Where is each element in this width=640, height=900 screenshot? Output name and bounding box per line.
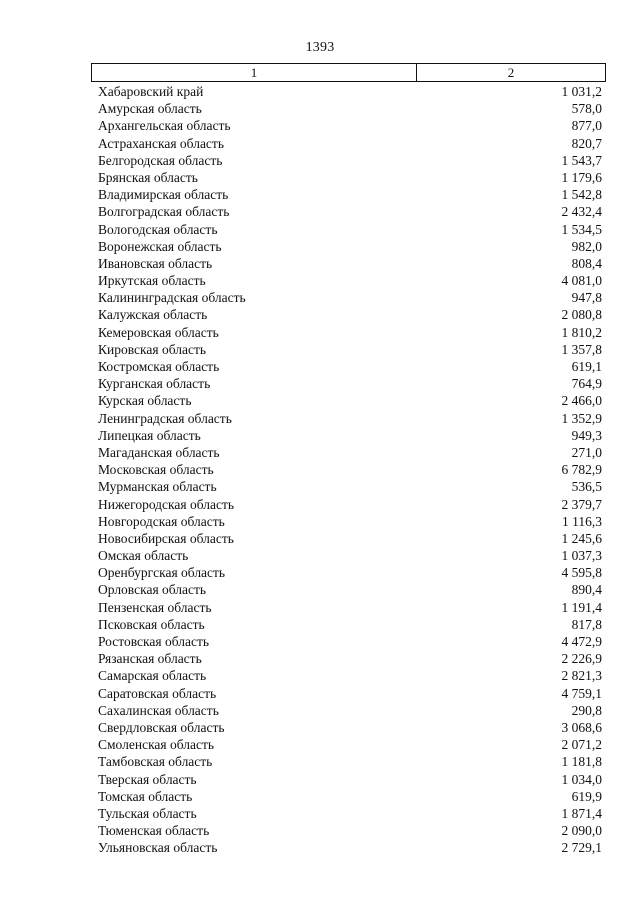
- region-name: Курская область: [98, 393, 192, 409]
- region-name: Архангельская область: [98, 118, 231, 134]
- region-value: 1 245,6: [561, 530, 602, 546]
- region-name: Брянская область: [98, 169, 198, 185]
- region-value: 808,4: [571, 255, 602, 271]
- region-value: 982,0: [571, 238, 602, 254]
- region-name: Ленинградская область: [98, 410, 232, 426]
- table-row: [0, 599, 640, 616]
- region-value: 1 543,7: [561, 152, 602, 168]
- region-name: Рязанская область: [98, 651, 202, 667]
- table-row: [0, 83, 640, 100]
- region-value: 1 031,2: [561, 84, 602, 99]
- region-name: Оренбургская область: [98, 565, 226, 581]
- region-value: 2 821,3: [561, 668, 602, 684]
- region-value: 2 226,9: [561, 651, 602, 667]
- table-row: [0, 289, 640, 306]
- table-row: [0, 461, 640, 478]
- region-name: Иркутская область: [98, 273, 206, 289]
- region-value: 890,4: [571, 582, 602, 598]
- region-value: 1 534,5: [561, 221, 602, 237]
- table-row: [0, 564, 640, 581]
- region-name: Калужская область: [98, 307, 208, 323]
- region-name: Ульяновская область: [98, 840, 218, 856]
- table-header: [91, 63, 606, 82]
- region-value: 817,8: [571, 616, 602, 632]
- table-row: [0, 581, 640, 598]
- region-name: Псковская область: [98, 616, 205, 632]
- region-value: 2 090,0: [561, 823, 602, 839]
- table-row: [0, 530, 640, 547]
- table-row: [0, 702, 640, 719]
- region-name: Нижегородская область: [98, 496, 235, 512]
- region-value: 1 181,8: [561, 754, 602, 770]
- region-name: Кировская область: [98, 341, 207, 357]
- region-value: 1 034,0: [561, 771, 602, 787]
- table-row: [0, 203, 640, 220]
- table-row: [0, 805, 640, 822]
- region-value: 949,3: [571, 427, 602, 443]
- table-row: [0, 117, 640, 134]
- table-row: [0, 324, 640, 341]
- table-row: [0, 496, 640, 513]
- region-value: 1 037,3: [561, 548, 602, 564]
- column-header-1: 1: [92, 64, 417, 81]
- region-name: Калининградская область: [98, 290, 246, 306]
- region-value: 1 357,8: [561, 341, 602, 357]
- region-value: 4 472,9: [561, 634, 602, 649]
- table-row: [0, 736, 640, 753]
- table-body: [0, 83, 640, 856]
- region-name: Новгородская область: [98, 513, 225, 529]
- region-name: Московская область: [98, 462, 214, 478]
- region-name: Томская область: [98, 788, 193, 804]
- region-name: Тамбовская область: [98, 754, 213, 770]
- table-row: [0, 341, 640, 358]
- region-name: Омская область: [98, 548, 189, 564]
- table-row: [0, 788, 640, 805]
- table-row: [0, 392, 640, 409]
- table-row: [0, 427, 640, 444]
- region-name: Воронежская область: [98, 238, 222, 254]
- table-row: [0, 255, 640, 272]
- table-row: [0, 685, 640, 702]
- region-name: Сахалинская область: [98, 702, 219, 718]
- region-name: Самарская область: [98, 668, 207, 684]
- table-row: [0, 667, 640, 684]
- table-row: [0, 719, 640, 736]
- column-header-2: 2: [507, 65, 515, 80]
- table-row: [0, 839, 640, 856]
- table-row: [0, 771, 640, 788]
- table-row: [0, 221, 640, 238]
- table-row: [0, 152, 640, 169]
- table-row: [0, 272, 640, 289]
- table-row: [0, 478, 640, 495]
- region-value: 4 595,8: [561, 565, 602, 581]
- region-name: Хабаровский край: [98, 84, 204, 99]
- region-name: Кемеровская область: [98, 324, 219, 340]
- region-value: 947,8: [571, 290, 602, 306]
- region-value: 2 379,7: [561, 496, 602, 512]
- region-name: Магаданская область: [98, 444, 220, 460]
- region-name: Амурская область: [98, 101, 202, 117]
- region-value: 4 759,1: [561, 685, 602, 701]
- region-value: 2 729,1: [561, 840, 602, 856]
- region-value: 2 432,4: [561, 204, 602, 220]
- region-name: Костромская область: [98, 359, 220, 374]
- region-name: Белгородская область: [98, 152, 223, 168]
- region-name: Тверская область: [98, 771, 197, 787]
- region-name: Владимирская область: [98, 187, 229, 203]
- table-row: [0, 650, 640, 667]
- region-value: 6 782,9: [561, 462, 602, 478]
- table-row: [0, 753, 640, 770]
- region-name: Ростовская область: [98, 634, 209, 649]
- table-row: [0, 238, 640, 255]
- table-row: [0, 616, 640, 633]
- region-name: Свердловская область: [98, 719, 225, 735]
- region-value: 1 352,9: [561, 410, 602, 426]
- region-value: 3 068,6: [561, 719, 602, 735]
- table-row: [0, 306, 640, 323]
- table-row: [0, 358, 640, 375]
- region-name: Волгоградская область: [98, 204, 230, 220]
- table-row: [0, 186, 640, 203]
- table-row: [0, 444, 640, 461]
- region-value: 1 810,2: [561, 324, 602, 340]
- table-row: [0, 135, 640, 152]
- region-name: Курганская область: [98, 376, 211, 392]
- region-value: 1 179,6: [561, 169, 602, 185]
- region-name: Орловская область: [98, 582, 207, 598]
- region-value: 1 191,4: [561, 599, 602, 615]
- region-value: 2 080,8: [561, 307, 602, 323]
- region-value: 1 871,4: [561, 805, 602, 821]
- region-name: Пензенская область: [98, 599, 212, 615]
- region-value: 290,8: [571, 702, 602, 718]
- table-row: [0, 547, 640, 564]
- region-name: Липецкая область: [98, 427, 201, 443]
- region-value: 820,7: [571, 135, 602, 151]
- region-name: Мурманская область: [98, 479, 217, 495]
- region-value: 619,1: [571, 359, 602, 374]
- region-value: 877,0: [571, 118, 602, 134]
- page-number: 1393: [305, 40, 335, 55]
- table-row: [0, 410, 640, 427]
- region-value: 536,5: [571, 479, 602, 495]
- region-value: 1 542,8: [561, 187, 602, 203]
- region-name: Ивановская область: [98, 255, 213, 271]
- region-value: 764,9: [571, 376, 602, 392]
- region-name: Смоленская область: [98, 737, 215, 753]
- table-row: [0, 375, 640, 392]
- table-row: [0, 513, 640, 530]
- region-value: 1 116,3: [562, 513, 602, 529]
- table-row: [0, 822, 640, 839]
- table-row: [0, 169, 640, 186]
- region-name: Астраханская область: [98, 135, 224, 151]
- table-row: [0, 633, 640, 650]
- region-value: 2 071,2: [561, 737, 602, 753]
- region-value: 578,0: [571, 101, 602, 117]
- region-name: Саратовская область: [98, 685, 217, 701]
- region-value: 271,0: [571, 444, 602, 460]
- region-value: 2 466,0: [561, 393, 602, 409]
- region-name: Новосибирская область: [98, 530, 234, 546]
- region-value: 4 081,0: [561, 273, 602, 289]
- table-row: [0, 100, 640, 117]
- region-name: Тюменская область: [98, 823, 210, 839]
- region-name: Вологодская область: [98, 221, 218, 237]
- region-value: 619,9: [571, 788, 602, 804]
- region-name: Тульская область: [98, 805, 197, 821]
